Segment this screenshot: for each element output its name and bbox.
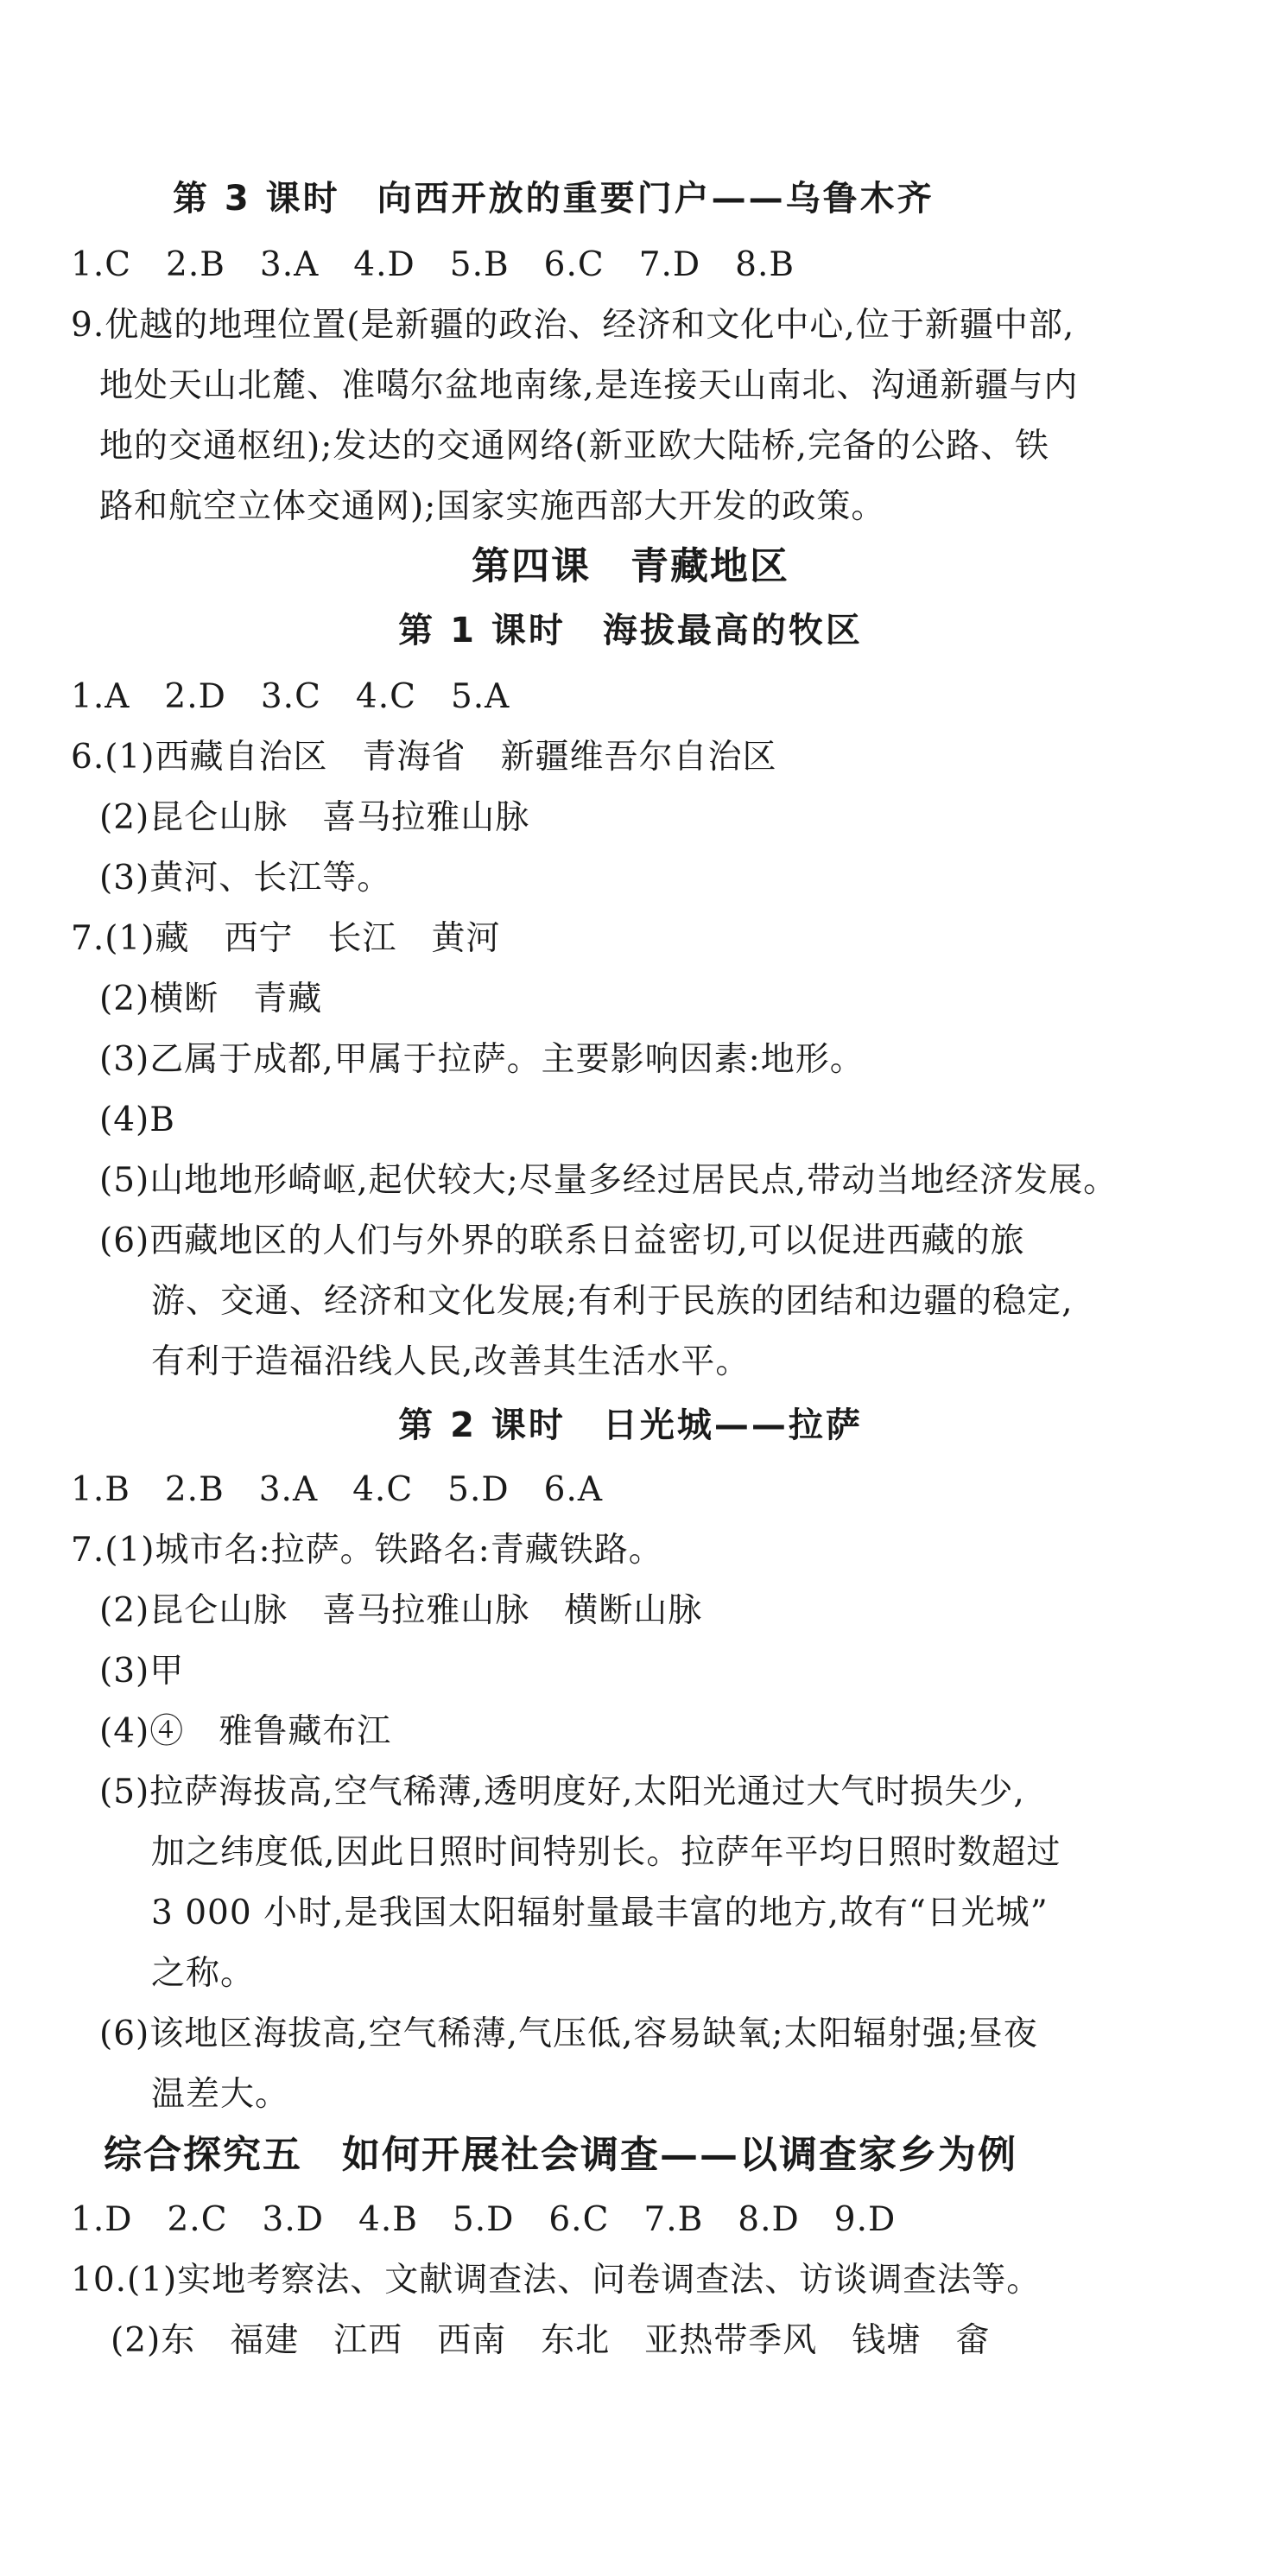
q10-line-1: 10.(1)实地考察法、文献调查法、问卷调查法、访谈调查法等。: [71, 2261, 1042, 2300]
q7-line-1: 7.(1)城市名:拉萨。铁路名:青藏铁路。: [71, 1531, 663, 1570]
q7-line-6: 加之纬度低,因此日照时间特别长。拉萨年平均日照时数超过: [151, 1833, 1061, 1872]
answers-line: 1.A 2.D 3.C 4.C 5.A: [71, 677, 510, 716]
answers-line: 1.D 2.C 3.D 4.B 5.D 6.C 7.B 8.D 9.D: [71, 2200, 897, 2239]
q7-line-8: 有利于造福沿线人民,改善其生活水平。: [151, 1342, 751, 1381]
q7-line-5: (5)山地地形崎岖,起伏较大;尽量多经过居民点,带动当地经济发展。: [99, 1161, 1118, 1200]
q9-line-1: 9.优越的地理位置(是新疆的政治、经济和文化中心,位于新疆中部,: [71, 306, 1075, 345]
q10-line-2: (2)东 福建 江西 西南 东北 亚热带季风 钱塘 畲: [111, 2321, 991, 2360]
q9-line-2: 地处天山北麓、准噶尔盆地南缘,是连接天山南北、沟通新疆与内: [99, 366, 1079, 405]
section-title-lesson3-period3: 第 3 课时 向西开放的重要门户——乌鲁木齐: [173, 179, 935, 219]
q7-line-6: (6)西藏地区的人们与外界的联系日益密切,可以促进西藏的旅: [99, 1221, 1025, 1260]
q7-line-8: 之称。: [151, 1954, 256, 1993]
section-title-period2: 第 2 课时 日光城——拉萨: [398, 1405, 863, 1445]
section-title-period1: 第 1 课时 海拔最高的牧区: [398, 611, 863, 650]
q7-line-2: (2)昆仑山脉 喜马拉雅山脉 横断山脉: [99, 1591, 703, 1630]
q6-line-3: (3)黄河、长江等。: [99, 859, 392, 898]
q7-line-4: (4)B: [99, 1101, 175, 1139]
q7-line-7: 游、交通、经济和文化发展;有利于民族的团结和边疆的稳定,: [151, 1282, 1074, 1321]
q7-line-7: 3 000 小时,是我国太阳辐射量最丰富的地方,故有“日光城”: [151, 1894, 1049, 1932]
q6-line-1: 6.(1)西藏自治区 青海省 新疆维吾尔自治区: [71, 738, 777, 777]
answers-line: 1.B 2.B 3.A 4.C 5.D 6.A: [71, 1470, 604, 1509]
q6-line-2: (2)昆仑山脉 喜马拉雅山脉: [99, 798, 530, 837]
q7-line-4: (4)④ 雅鲁藏布江: [99, 1712, 392, 1751]
q7-line-10: 温差大。: [151, 2075, 290, 2114]
q7-line-1: 7.(1)藏 西宁 长江 黄河: [71, 919, 501, 958]
q7-line-9: (6)该地区海拔高,空气稀薄,气压低,容易缺氧;太阳辐射强;昼夜: [99, 2014, 1038, 2053]
q9-line-3: 地的交通枢纽);发达的交通网络(新亚欧大陆桥,完备的公路、铁: [99, 427, 1049, 466]
answers-line: 1.C 2.B 3.A 4.D 5.B 6.C 7.D 8.B: [71, 245, 795, 284]
q7-line-3: (3)甲: [99, 1652, 185, 1691]
lesson-title: 第四课 青藏地区: [472, 544, 789, 588]
inquiry-title: 综合探究五 如何开展社会调查——以调查家乡为例: [104, 2133, 1017, 2177]
q7-line-2: (2)横断 青藏: [99, 980, 323, 1018]
q7-line-5: (5)拉萨海拔高,空气稀薄,透明度好,太阳光通过大气时损失少,: [99, 1773, 1025, 1811]
q7-line-3: (3)乙属于成都,甲属于拉萨。主要影响因素:地形。: [99, 1040, 865, 1079]
q9-line-4: 路和航空立体交通网);国家实施西部大开发的政策。: [99, 487, 886, 526]
